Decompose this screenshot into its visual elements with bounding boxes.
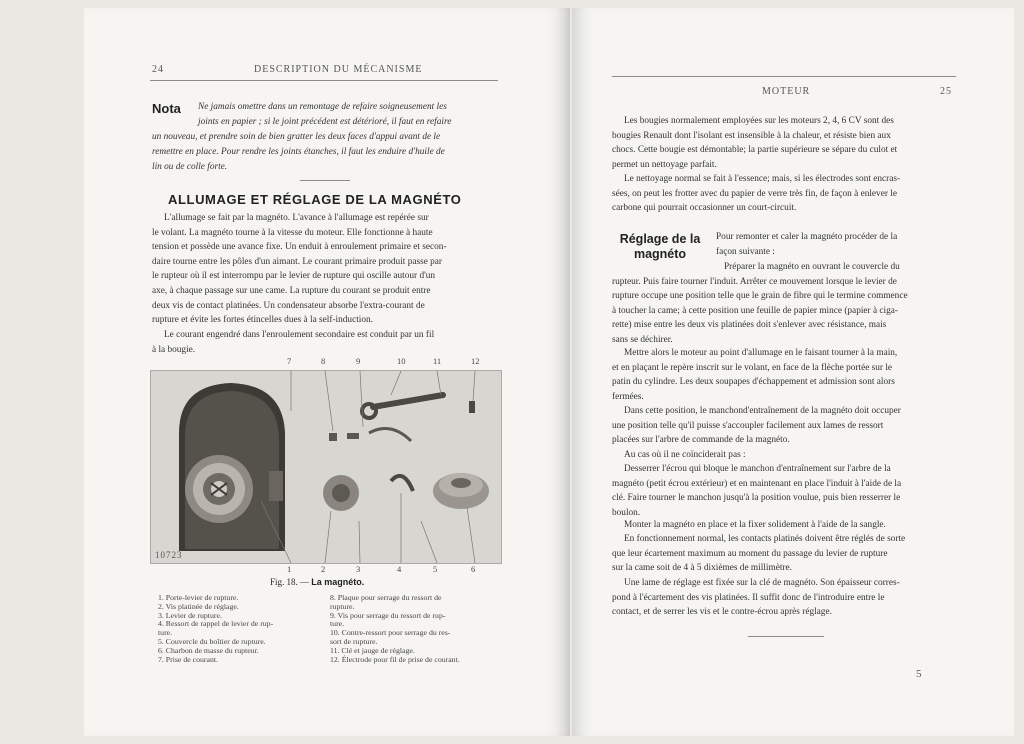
text-line: tension et possède une avance fixe. Un enduit à enroulement primaire et secon-	[152, 242, 447, 253]
right-paragraph-9	[612, 532, 956, 576]
text-line: Préparer la magnéto en ouvrant le couvercle du	[724, 262, 900, 272]
right-paragraph-8	[612, 518, 956, 533]
text-line: chocs. Cette bougie est démontable; la partie supérieure se sépare du culot et	[612, 145, 898, 156]
text-line: sées, on peut les frotter avec du papier de verre très fin, de façon à enlever le	[612, 188, 897, 199]
text-line: En fonctionnement normal, les contacts platinés doivent être réglés de sorte	[624, 534, 906, 544]
right-paragraph-10	[612, 576, 956, 620]
callout-number: 8	[321, 356, 326, 366]
header-rule-left	[150, 80, 498, 81]
right-paragraph-6	[612, 448, 956, 463]
page-number-left: 24	[152, 64, 164, 75]
callout-number: 3	[356, 564, 361, 574]
nota-line-3: un nouveau, et prendre soin de bien gratter les deux faces d'appui avant de le	[152, 132, 441, 142]
text-line: magnéto (petit écrou extérieur) et en maintenant en place l'induit à l'aide de la	[612, 478, 902, 489]
text-line: le volant. La magnéto tourne à la vitesse du moteur. Elle fonctionne à haute	[152, 227, 433, 238]
right-paragraph-7	[612, 462, 956, 520]
reglage-heading	[612, 232, 708, 262]
legend-item: 1. Porte-levier de rupture.	[158, 593, 239, 602]
callout-number: 11	[433, 356, 442, 366]
text-line: axe, à chaque passage sur une came. La rupture du courant se produit entre	[152, 285, 431, 296]
nota-line-5: lin ou de colle forte.	[152, 162, 228, 172]
end-rule	[748, 636, 824, 637]
text-line: Une lame de réglage est fixée sur la clé de magnéto. Son épaisseur corres-	[624, 578, 900, 588]
reglage-intro-1: Pour remonter et caler la magnéto procéder de la	[716, 232, 898, 242]
callout-number: 10	[397, 356, 406, 366]
nota-label: Nota	[152, 101, 181, 116]
text-line: Desserrer l'écrou qui bloque le manchon d'entraînement sur l'arbre de la	[624, 464, 891, 474]
text-line: rette) mise entre les deux vis platinées doit s'enlever avec résistance, mais	[612, 320, 887, 331]
text-line: Au cas où il ne coïnciderait pas :	[624, 450, 746, 460]
text-line: le rupteur où il est interrompu par le levier de rupture qui oscille autour d'un	[152, 271, 436, 282]
text-line: Les bougies normalement employées sur les moteurs 2, 4, 6 CV sont des	[624, 116, 894, 126]
nota-line-1: Ne jamais omettre dans un remontage de refaire soigneusement les	[198, 102, 447, 112]
text-line: placées sur l'arbre de commande de la magnéto.	[612, 435, 790, 446]
reglage-intro-2: façon suivante :	[716, 247, 775, 257]
legend-item: 7. Prise de courant.	[158, 654, 218, 664]
magneto-illustration	[151, 371, 501, 563]
text-line: rupture et évite les fortes étincelles dues à la self-induction.	[152, 315, 373, 326]
legend-item: 2. Vis platinée de réglage.	[158, 601, 239, 611]
text-line: pond à l'écartement des vis platinées. Il suffit donc de l'introduire entre le	[612, 592, 885, 603]
right-paragraph-5	[612, 404, 956, 448]
legend-item: sort de rupture.	[330, 636, 378, 646]
callout-number: 9	[356, 356, 361, 366]
text-line: boulon.	[612, 507, 641, 518]
legend-item: 12. Électrode pour fil de prise de courant.	[330, 654, 460, 664]
separator-rule	[300, 180, 350, 181]
text-line: Le courant engendré dans l'enroulement secondaire est conduit par un fil	[164, 330, 435, 340]
callout-number: 4	[397, 564, 402, 574]
left-paragraph-2	[152, 328, 498, 357]
legend-item: 6. Charbon de masse du rupteur.	[158, 645, 259, 655]
text-line: Mettre alors le moteur au point d'allumage en le faisant tourner à la main,	[624, 348, 898, 358]
plate-number: 10723	[155, 550, 183, 560]
text-line: Le nettoyage normal se fait à l'essence; mais, si les électrodes sont encras-	[624, 174, 901, 184]
legend-item: 8. Plaque pour serrage du ressort de	[330, 593, 442, 602]
text-line: sur la came soit de 4 à 5 dixièmes de millimètre.	[612, 563, 792, 574]
text-line: une position telle qu'il puisse s'accoupler facilement aux lames de ressort	[612, 420, 884, 431]
legend-item: 11. Clé et jauge de réglage.	[330, 645, 415, 655]
legend-item: rupture.	[330, 601, 355, 611]
page-number-right: 25	[940, 86, 952, 97]
nota-line-4: remettre en place. Pour rendre les joints étanches, il faut les enduire d'huile de	[152, 147, 445, 157]
text-line: rupteur. Puis faire tourner l'induit. Arrêter ce mouvement lorsque le levier de	[612, 276, 897, 287]
text-line: permet un nettoyage parfait.	[612, 159, 717, 170]
text-line: sans se déchirer.	[612, 334, 673, 345]
callout-number: 2	[321, 564, 326, 574]
text-line: Monter la magnéto en place et la fixer solidement à l'aide de la sangle.	[624, 520, 886, 530]
callout-number: 1	[287, 564, 292, 574]
callout-number: 12	[471, 356, 480, 366]
right-paragraph-4	[612, 346, 956, 404]
text-line: contact, et de serrer les vis et le contre-écrou après réglage.	[612, 607, 832, 618]
text-line: que leur écartement maximum au moment du passage du levier de rupture	[612, 548, 888, 559]
text-line: et en plaçant le repère inscrit sur le volant, en face de la flèche portée sur le	[612, 362, 893, 373]
right-paragraph-3	[612, 260, 956, 348]
legend-item: ture.	[330, 619, 345, 629]
reglage-heading-line-2: magnéto	[633, 247, 687, 261]
magneto-figure	[150, 370, 502, 564]
callout-number: 6	[471, 564, 476, 574]
figure-top-callouts	[150, 356, 500, 368]
callout-number: 7	[287, 356, 292, 366]
header-rule-right	[612, 76, 956, 77]
legend-left-column	[158, 594, 273, 664]
legend-item: ture.	[158, 628, 173, 638]
running-head-left: DESCRIPTION DU MÉCANISME	[254, 64, 423, 75]
right-paragraph-2	[612, 172, 956, 216]
footer-number: 5	[916, 668, 922, 680]
text-line: à toucher la came; à cette position une feuille de papier mince (papier à ciga-	[612, 305, 898, 316]
legend-right-column	[330, 594, 460, 664]
text-line: bougies Renault dont l'isolant est insensible à la chaleur, et résiste bien aux	[612, 130, 891, 141]
callout-number: 5	[433, 564, 438, 574]
reglage-heading-line-1: Réglage de la	[619, 232, 701, 246]
legend-item: 9. Vis pour serrage du ressort de rup-	[330, 610, 446, 620]
running-head-right: MOTEUR	[762, 86, 811, 97]
legend-item: 5. Couvercle du boîtier de rupture.	[158, 636, 266, 646]
legend-item: 3. Levier de rupture.	[158, 610, 222, 620]
legend-item: 4. Ressort de rappel de levier de rup-	[158, 619, 274, 629]
figure-caption	[270, 577, 364, 587]
left-paragraph-1	[152, 211, 498, 328]
text-line: clé. Faire tourner le manchon jusqu'à la position voulue, puis bien resserrer le	[612, 493, 901, 504]
text-line: à la bougie.	[152, 344, 196, 355]
right-paragraph-1	[612, 114, 956, 172]
text-line: deux vis de contact platinées. Un condensateur absorbe l'extra-courant de	[152, 300, 425, 311]
text-line: rupture occupe une position telle que le grain de fibre qui le termine commence	[612, 291, 908, 302]
text-line: fermées.	[612, 391, 644, 402]
legend-item: 10. Contre-ressort pour serrage du res-	[330, 628, 451, 638]
figure-bottom-callouts	[150, 564, 500, 576]
nota-line-2: joints en papier ; si le joint précédent est détérioré, il faut en refaire	[198, 117, 452, 127]
section-title: ALLUMAGE ET RÉGLAGE DE LA MAGNÉTO	[168, 192, 462, 207]
text-line: L'allumage se fait par la magnéto. L'avance à l'allumage est repérée sur	[164, 213, 429, 223]
text-line: Dans cette position, le manchond'entraînement de la magnéto doit occuper	[624, 406, 901, 416]
text-line: carbone qui pourrait occasionner un court-circuit.	[612, 203, 797, 214]
text-line: daire tourne entre les pôles d'un aimant. Le courant primaire produit passe par	[152, 256, 443, 267]
text-line: patin du cylindre. Les deux soupapes d'échappement et admission sont alors	[612, 377, 895, 388]
caption-title: La magnéto.	[311, 577, 365, 587]
caption-prefix: Fig. 18. —	[270, 577, 310, 587]
